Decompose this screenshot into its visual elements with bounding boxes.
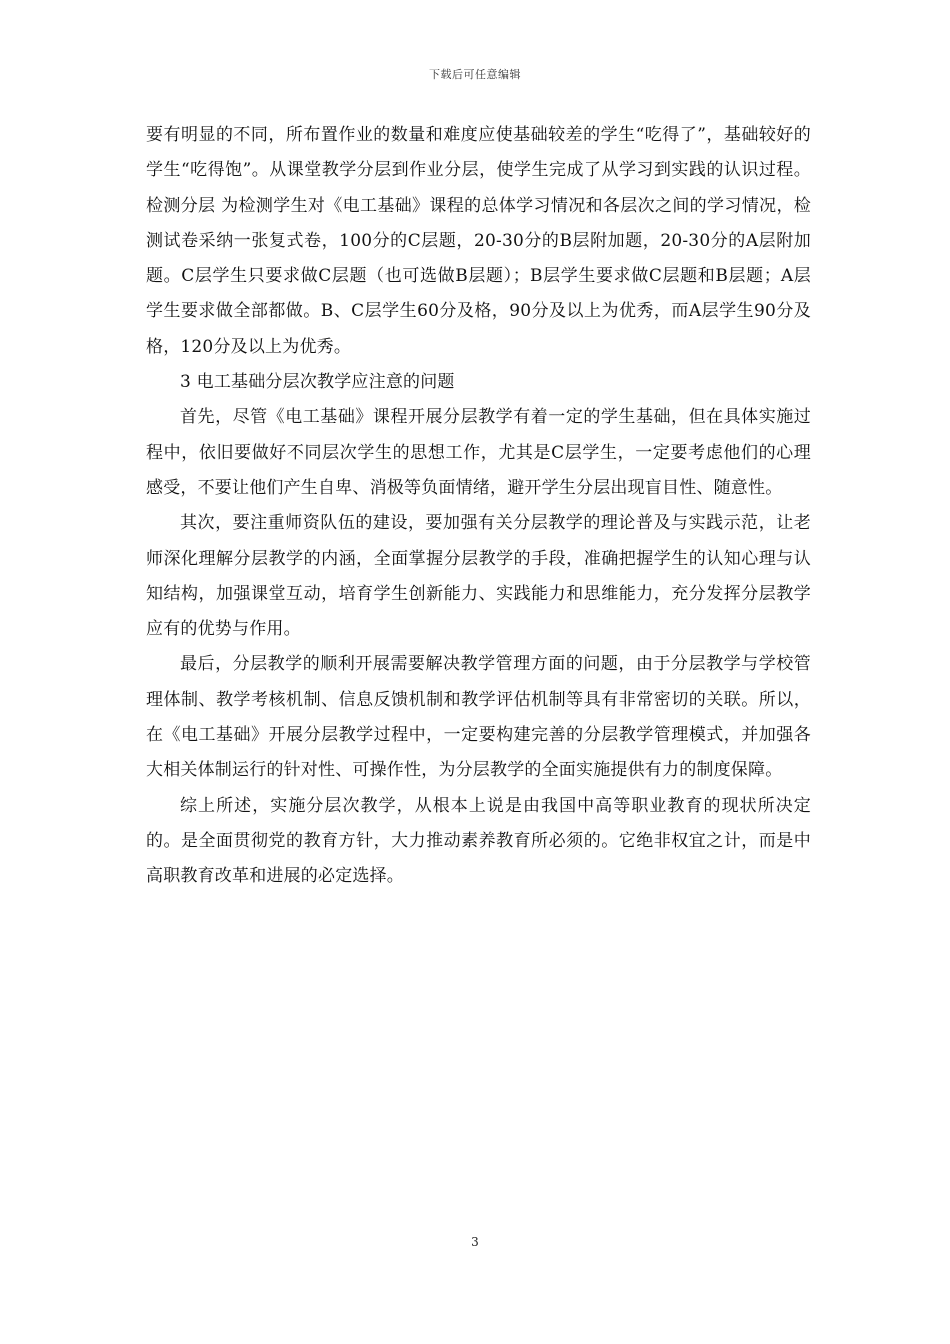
section-heading: 3 电工基础分层次教学应注意的问题 — [180, 372, 455, 393]
paragraph-last: 最后，分层教学的顺利开展需要解决教学管理方面的问题，由于分层教学与学校管理体制、教学考核机制、信息反馈机制和教学评估机制等具有非常密切的关联。所以，在《电工基础》开展分层教学过程中，一定要构建完善的分层教学管理模式，并加强各大相关体制运行的针对性、可操作性，为分层教学的全面实施提供有力的制度保障。 — [146, 654, 811, 781]
paragraph-continuation: 要有明显的不同，所布置作业的数量和难度应使基础较差的学生“吃得了”，基础较好的学生“吃得饱”。从课堂教学分层到作业分层，使学生完成了从学习到实践的认识过程。检测分层 为检测学生对《电工基础》课程的总体学习情况和各层次之间的学习情况，检测试卷采纳一张复式卷，100分的C层题，20-30分的B层附加题，20-30分的A层附加题。C层学生只要求做C层题（也可选做B层题）；B层学生要求做C层题和B层题；A层学生要求做全部都做。B、C层学生60分及格，90分及以上为优秀，而A层学生90分及格，120分及以上为优秀。 — [146, 125, 811, 357]
document-body — [146, 118, 811, 895]
paragraph-conclusion: 综上所述，实施分层次教学，从根本上说是由我国中高等职业教育的现状所决定的。是全面贯彻党的教育方针，大力推动素养教育所必须的。它绝非权宜之计，而是中高职教育改革和进展的必定选择。 — [146, 795, 811, 887]
page-number: 3 — [471, 1235, 479, 1249]
page-header: 下载后可任意编辑 — [429, 68, 521, 81]
paragraph-first: 首先，尽管《电工基础》课程开展分层教学有着一定的学生基础，但在具体实施过程中，依旧要做好不同层次学生的思想工作，尤其是C层学生，一定要考虑他们的心理感受，不要让他们产生自卑、消极等负面情绪，避开学生分层出现盲目性、随意性。 — [146, 407, 811, 498]
paragraph-second: 其次，要注重师资队伍的建设，要加强有关分层教学的理论普及与实践示范，让老师深化理解分层教学的内涵，全面掌握分层教学的手段，准确把握学生的认知心理与认知结构，加强课堂互动，培育学生创新能力、实践能力和思维能力，充分发挥分层教学应有的优势与作用。 — [146, 513, 811, 640]
